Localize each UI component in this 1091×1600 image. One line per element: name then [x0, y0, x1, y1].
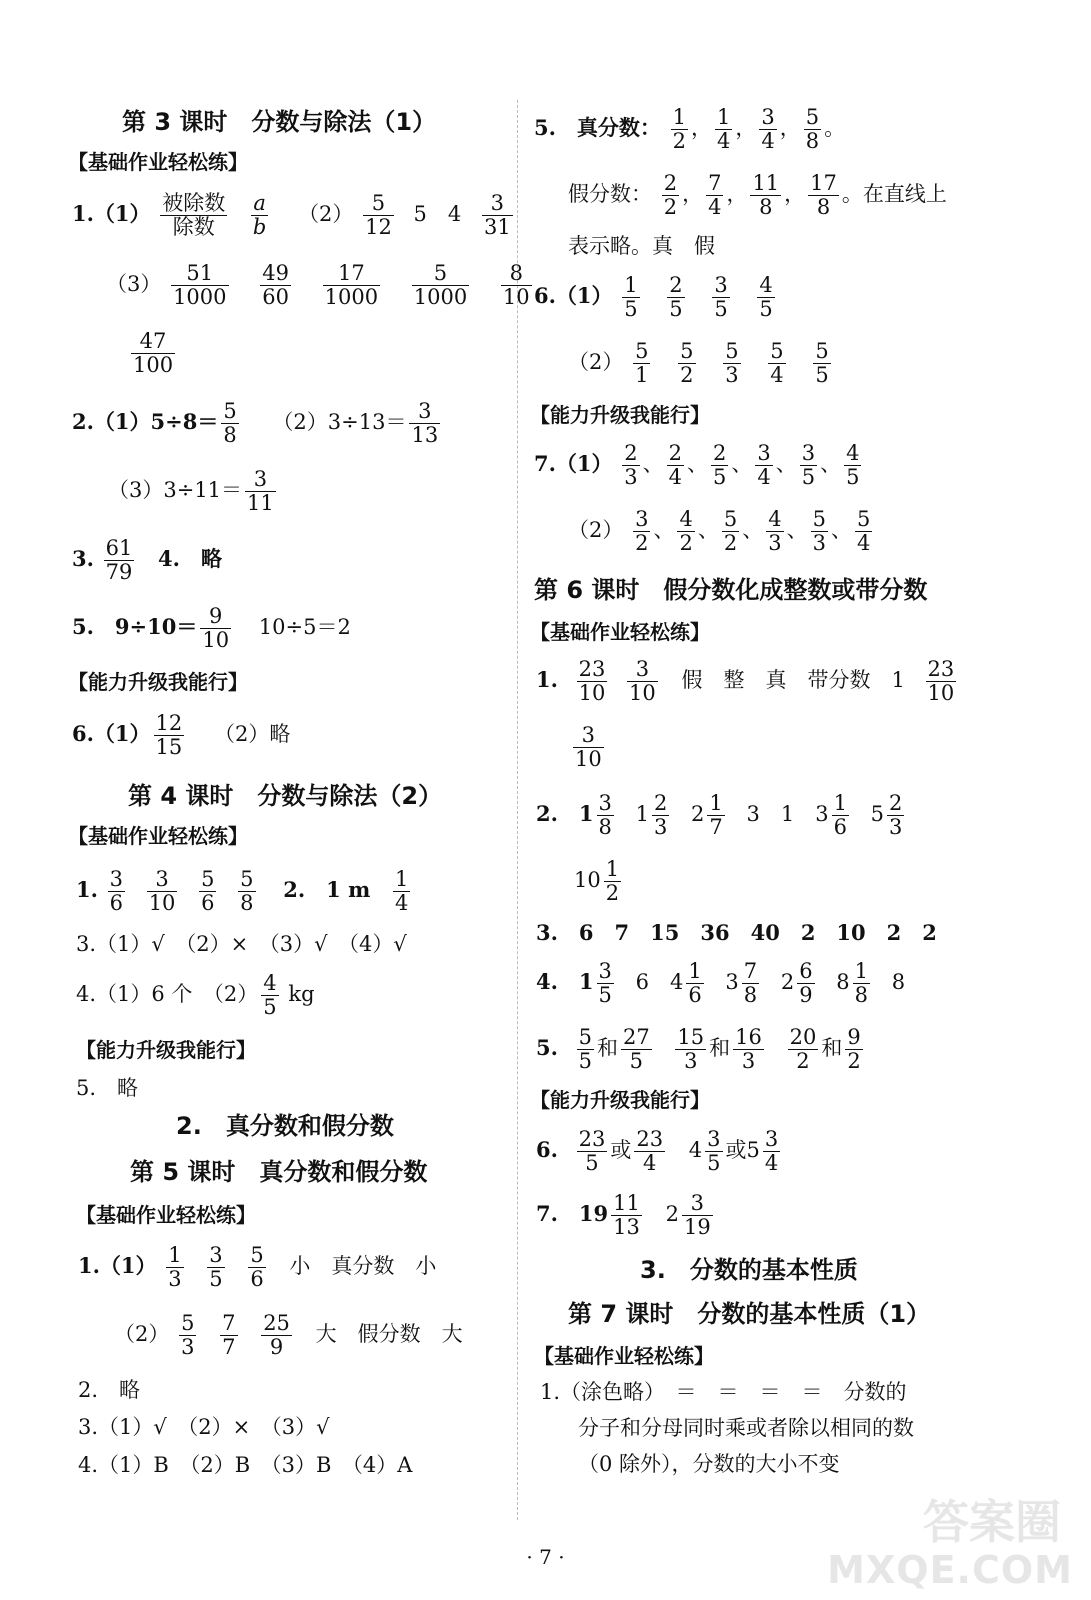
fraction: $\frac{4}{5}$	[263, 971, 277, 1020]
r-k2-row2: 10 $\frac{1}{2}$	[574, 857, 620, 906]
fraction: $\frac{27}{5}$	[623, 1025, 650, 1074]
fraction: $\frac{2}{5}$	[669, 273, 683, 322]
fraction: $\frac{5}{1000}$	[413, 261, 468, 310]
fraction: $\frac{8}{10}$	[502, 261, 530, 310]
r-k6: 6. $\frac{23}{5}$ 或 $\frac{23}{4}$ 4 $\frac{3}{5}$ 或5 $\frac{3}{4}$	[536, 1127, 779, 1176]
section-basic: 【基础作业轻松练】	[534, 1344, 714, 1368]
fraction: $\frac{5}{4}$	[770, 339, 784, 388]
fraction: $\frac{7}{8}$	[743, 959, 758, 1008]
fraction: $\frac{5}{1}$	[635, 339, 649, 388]
fraction: $\frac{7}{7}$	[222, 1311, 236, 1360]
r-q5-row3: 表示略。真 假	[568, 234, 715, 258]
fraction: $\frac{5}{3}$	[725, 339, 739, 388]
q1-row2: （3） $\frac{51}{1000}$ $\frac{49}{60}$ $\frac{17}{1000}$ $\frac{5}{1000}$ $\frac{8}{10}$	[106, 261, 530, 310]
q3-q4: 3. $\frac{61}{79}$ 4. 略	[72, 536, 222, 585]
column-divider	[517, 100, 518, 1520]
r-k4: 4. 1 $\frac{3}{5}$ 6 4 $\frac{1}{6}$ 3 $\frac{7}{8}$ 2 $\frac{6}{9}$ 8 $\frac{1}{8}$ 8	[536, 959, 906, 1008]
fraction: $\frac{5}{6}$	[201, 867, 215, 916]
fraction: $\frac{23}{4}$	[636, 1127, 664, 1176]
fraction: $\frac{5}{6}$	[250, 1243, 264, 1292]
l5-q3: 3.（1）√ （2）× （3）√	[78, 1415, 330, 1439]
q2-row1: 2.（1）5÷8＝ $\frac{5}{8}$ （2）3÷13＝ $\frac{3}{13}$	[72, 399, 439, 448]
r-l7-q1-line2: 分子和分母同时乘或者除以相同的数	[578, 1416, 914, 1440]
section-ability: 【能力升级我能行】	[530, 1088, 710, 1112]
fraction: $\frac{3}{2}$	[635, 507, 649, 556]
fraction: $\frac{5}{4}$	[856, 507, 871, 556]
r-l7-q1-line3: （0 除外），分数的大小不变	[578, 1452, 840, 1476]
r-k1-row1: 1. $\frac{23}{10}$ $\frac{3}{10}$ 假 整 真 带分数 1 $\frac{23}{10}$	[536, 657, 955, 706]
fraction: $\frac{1}{2}$	[672, 105, 686, 154]
r-k2-row1: 2. 1 $\frac{3}{8}$ 1 $\frac{2}{3}$ 2 $\frac{1}{7}$ 3 1 3 $\frac{1}{6}$ 5 $\frac{2}{3}$	[536, 791, 903, 840]
fraction: $\frac{3}{5}$	[714, 273, 728, 322]
fraction: $\frac{2}{5}$	[712, 441, 727, 490]
fraction: $\frac{3}{31}$	[483, 191, 511, 240]
fraction: $\frac{9}{10}$	[202, 604, 230, 653]
page-number: · 7 ·	[526, 1545, 565, 1569]
r-q6-row1: 6.（1） $\frac{1}{5}$ $\frac{2}{5}$ $\frac{3}{5}$ $\frac{4}{5}$	[534, 273, 773, 322]
fraction: $\frac{12}{15}$	[155, 711, 183, 760]
fraction: $\frac{2}{2}$	[663, 171, 678, 220]
r-q6-row2: （2） $\frac{5}{1}$ $\frac{5}{2}$ $\frac{5}{3}$ $\frac{5}{4}$ $\frac{5}{5}$	[568, 339, 829, 388]
fraction: $\frac{3}{10}$	[148, 867, 176, 916]
lesson-5-title: 第 5 课时 真分数和假分数	[130, 1158, 428, 1186]
r-l7-q1-line1: 1.（涂色略） ＝ ＝ ＝ ＝ 分数的	[540, 1380, 907, 1404]
fraction: $\frac{4}{3}$	[768, 507, 782, 556]
section-ability: 【能力升级我能行】	[76, 1038, 256, 1062]
fraction: $\frac{47}{100}$	[133, 329, 174, 378]
fraction: $\frac{1}{5}$	[624, 273, 638, 322]
section-ability: 【能力升级我能行】	[68, 670, 248, 694]
fraction: $\frac{15}{3}$	[677, 1025, 705, 1074]
fraction: $\frac{5}{5}$	[815, 339, 829, 388]
fraction: $\frac{3}{8}$	[598, 791, 612, 840]
q5: 5. 9÷10＝ $\frac{9}{10}$ 10÷5＝2	[72, 604, 351, 653]
fraction: $\frac{4}{5}$	[846, 441, 860, 490]
fraction: $\frac{3}{4}$	[757, 441, 771, 490]
fraction: $\frac{1}{4}$	[717, 105, 731, 154]
q6: 6.（1） $\frac{12}{15}$ （2）略	[72, 711, 291, 760]
fraction: $\frac{25}{9}$	[263, 1311, 290, 1360]
fraction: $\frac{5}{8}$	[223, 399, 237, 448]
fraction: $\frac{5}{12}$	[365, 191, 392, 240]
l4-q4: 4.（1）6 个 （2） $\frac{4}{5}$ kg	[76, 971, 315, 1020]
fraction: $\frac{2}{4}$	[668, 441, 682, 490]
fraction: $\frac{3}{4}$	[761, 105, 775, 154]
fraction: $\frac{20}{2}$	[789, 1025, 817, 1074]
lesson-3-title: 第 3 课时 分数与除法（1）	[122, 108, 437, 136]
fraction: $\frac{17}{1000}$	[324, 261, 379, 310]
fraction: $\frac{51}{1000}$	[173, 261, 227, 310]
watermark: MXQE.COM	[827, 1548, 1073, 1592]
fraction: $\frac{6}{9}$	[799, 959, 813, 1008]
fraction: $\frac{11}{13}$	[613, 1191, 640, 1240]
l4-q5: 5. 略	[76, 1076, 139, 1100]
section-basic: 【基础作业轻松练】	[530, 620, 710, 644]
chapter-2-title: 2. 真分数和假分数	[176, 1112, 394, 1140]
fraction: $\frac{2}{3}$	[889, 791, 903, 840]
l5-q4: 4.（1）B （2）B （3）B （4）A	[78, 1453, 413, 1477]
chapter-3-title: 3. 分数的基本性质	[640, 1256, 858, 1284]
fraction: $\frac{23}{10}$	[578, 657, 606, 706]
l5-q2: 2. 略	[78, 1378, 141, 1402]
fraction: $\frac{7}{4}$	[708, 171, 722, 220]
section-basic: 【基础作业轻松练】	[68, 150, 248, 174]
r-q5-row2: 假分数： $\frac{2}{2}$ ， $\frac{7}{4}$ ， $\frac{11}{8}$ ， $\frac{17}{8}$ 。在直线上	[568, 171, 947, 220]
fraction: $\frac{5}{8}$	[240, 867, 254, 916]
r-k3: 3. 6 7 15 36 40 2 10 2 2	[536, 920, 937, 945]
fraction: $\frac{3}{10}$	[575, 723, 602, 772]
fraction: $\frac{3}{11}$	[247, 467, 274, 516]
lesson-7-title: 第 7 课时 分数的基本性质（1）	[568, 1300, 931, 1328]
q2-row2: （3）3÷11＝ $\frac{3}{11}$	[108, 467, 274, 516]
fraction: $\frac{3}{5}$	[209, 1243, 223, 1292]
fraction: $\frac{3}{4}$	[764, 1127, 779, 1176]
fraction: $\frac{49}{60}$	[262, 261, 289, 310]
fraction: $\frac{1}{4}$	[395, 867, 409, 916]
fraction: $\frac{5}{3}$	[181, 1311, 195, 1360]
fraction: $\frac{5}{2}$	[723, 507, 738, 556]
l4-q3: 3.（1）√ （2）× （3）√ （4）√	[76, 932, 407, 956]
fraction: $\frac{61}{79}$	[105, 536, 133, 585]
fraction: $\frac{3}{19}$	[683, 1191, 711, 1240]
fraction: $\frac{5}{8}$	[805, 105, 820, 154]
fraction: $\frac{11}{8}$	[752, 171, 780, 220]
r-k7: 7. 19 $\frac{11}{13}$ 2 $\frac{3}{19}$	[536, 1191, 711, 1240]
r-k1-row2	[570, 724, 607, 771]
fraction: $\frac{3}{6}$	[109, 867, 123, 916]
fraction: $\frac{5}{2}$	[680, 339, 694, 388]
fraction: $\frac{23}{5}$	[578, 1127, 606, 1176]
fraction: $\frac{3}{5}$	[598, 959, 612, 1008]
fraction: $\frac{1}{6}$	[833, 791, 847, 840]
fraction: $\frac{5}{5}$	[578, 1025, 592, 1074]
r-k5: 5. $\frac{5}{5}$ 和 $\frac{27}{5}$ $\frac{15}{3}$ 和 $\frac{16}{3}$ $\frac{20}{2}$ 和 $\frac{9}{2}$	[536, 1025, 861, 1074]
fraction: $\frac{1}{7}$	[709, 791, 723, 840]
fraction: $\frac{9}{2}$	[847, 1025, 861, 1074]
fraction: $\frac{1}{2}$	[605, 857, 620, 906]
fraction: $\frac{2}{3}$	[624, 441, 638, 490]
fraction: $\frac{3}{13}$	[411, 399, 439, 448]
fraction: $\frac{4}{2}$	[679, 507, 693, 556]
fraction: 被除数 除数	[162, 191, 226, 240]
fraction: $\frac{1}{6}$	[688, 959, 702, 1008]
fraction: $\frac{3}{5}$	[707, 1127, 721, 1176]
fraction: $\frac{5}{3}$	[812, 507, 826, 556]
fraction: $\frac{1}{8}$	[854, 959, 869, 1008]
fraction: $\frac{17}{8}$	[810, 171, 837, 220]
section-basic: 【基础作业轻松练】	[76, 1203, 256, 1227]
q1-row3	[128, 330, 178, 377]
l4-q1-q2: 1. $\frac{3}{6}$ $\frac{3}{10}$ $\frac{5}{6}$ $\frac{5}{8}$ 2. 1 m $\frac{1}{4}$	[76, 867, 409, 916]
l5-q1-row2: （2） $\frac{5}{3}$ $\frac{7}{7}$ $\frac{25}{9}$ 大 假分数 大	[114, 1311, 463, 1360]
lesson-6-title: 第 6 课时 假分数化成整数或带分数	[534, 576, 928, 604]
r-q7-row1: 7.（1） $\frac{2}{3}$ 、 $\frac{2}{4}$ 、 $\frac{2}{5}$ 、 $\frac{3}{4}$ 、 $\frac{3}{5}$ 、 $\frac{4}{5}$	[534, 441, 860, 490]
fraction: $\frac{a}{b}$	[252, 191, 267, 240]
fraction: $\frac{23}{10}$	[927, 657, 955, 706]
q1-row1: 1.（1） 被除数 除数 $\frac{a}{b}$ （2） $\frac{5}{12}$ 5 4 $\frac{3}{31}$	[72, 191, 511, 240]
fraction: $\frac{3}{5}$	[801, 441, 816, 490]
fraction: $\frac{16}{3}$	[735, 1025, 762, 1074]
r-q7-row2: （2） $\frac{3}{2}$ 、 $\frac{4}{2}$ 、 $\frac{5}{2}$ 、 $\frac{4}{3}$ 、 $\frac{5}{3}$ 、 $\frac{5}{4}$	[568, 507, 871, 556]
fraction: $\frac{2}{3}$	[653, 791, 668, 840]
section-ability: 【能力升级我能行】	[530, 403, 710, 427]
section-basic: 【基础作业轻松练】	[68, 824, 248, 848]
lesson-4-title: 第 4 课时 分数与除法（2）	[128, 782, 443, 810]
l5-q1-row1: 1.（1） $\frac{1}{3}$ $\frac{3}{5}$ $\frac{5}{6}$ 小 真分数 小	[78, 1243, 437, 1292]
r-q5-row1: 5. 真分数： $\frac{1}{2}$ ， $\frac{1}{4}$ ， $\frac{3}{4}$ ， $\frac{5}{8}$ 。	[534, 105, 846, 154]
fraction: $\frac{3}{10}$	[629, 657, 656, 706]
fraction: $\frac{1}{3}$	[168, 1243, 182, 1292]
watermark-logo: 答案圈	[923, 1495, 1061, 1549]
fraction: $\frac{4}{5}$	[759, 273, 773, 322]
